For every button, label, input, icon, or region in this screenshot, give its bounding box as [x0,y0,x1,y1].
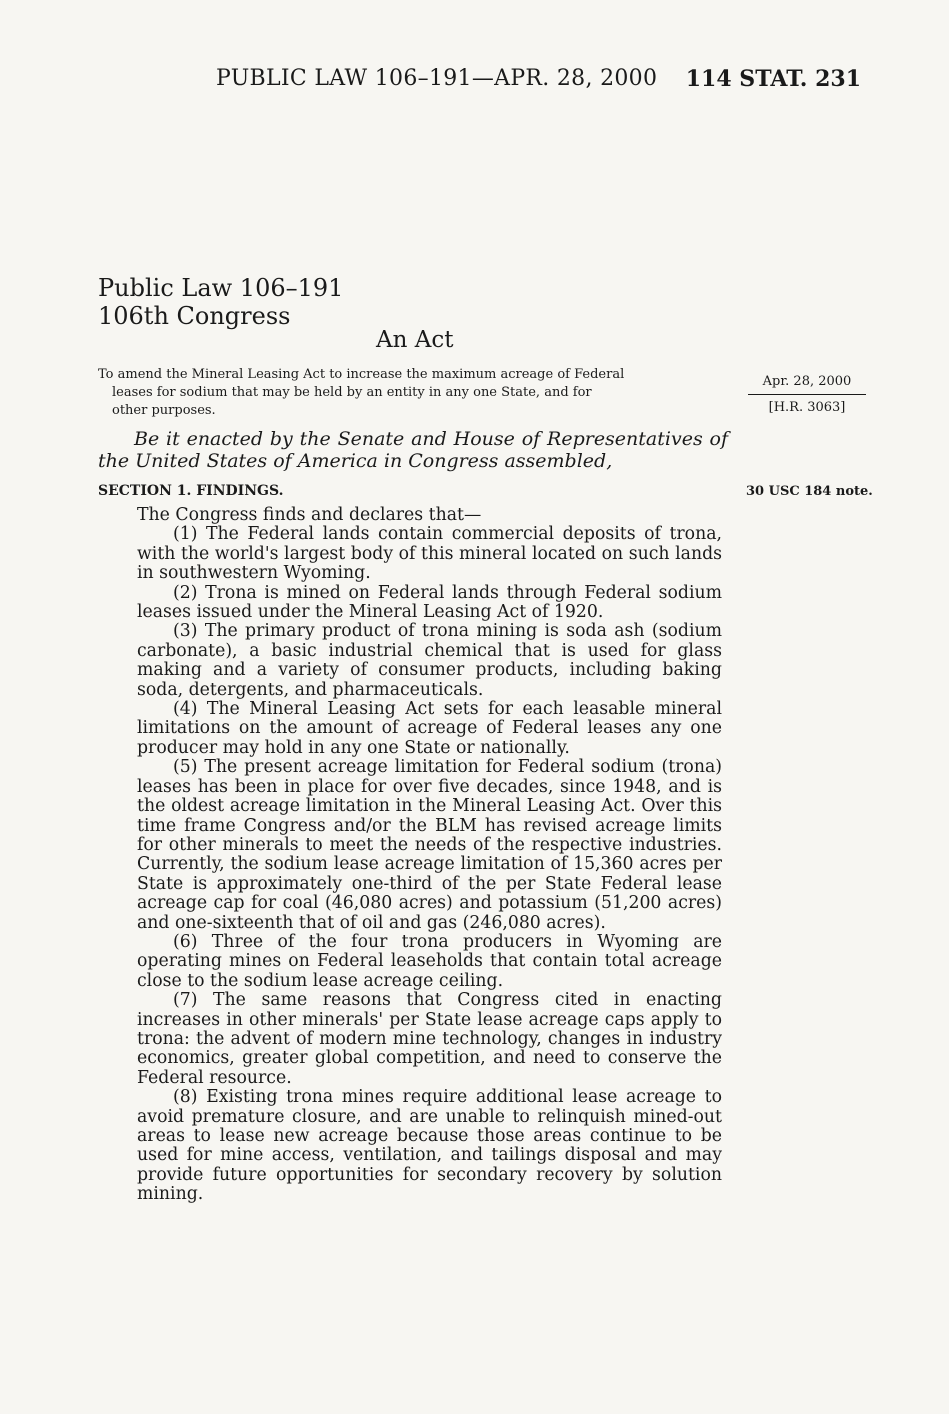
finding-6: (6) Three of the four trona producers in Wyoming are operating mines on Federal leaseholds that contain total acreage close to the sodium lease acreage ceiling. [137,931,722,991]
act-heading: An Act [376,327,454,353]
findings-intro: The Congress finds and declares that— [137,505,482,525]
law-number: Public Law 106–191 [98,274,344,302]
purpose-line-3: other purposes. [112,403,216,418]
finding-3: (3) The primary product of trona mining is soda ash (sodium carbonate), a basic industrial chemical that is used for glass making and a variety of consumer products, including baking soda, detergents, and pharmaceuticals. [137,621,722,700]
section-side-note: 30 USC 184 note. [746,484,873,499]
section-heading: SECTION 1. FINDINGS. [98,483,284,499]
purpose-statement [98,366,728,420]
section-body [137,506,722,1205]
purpose-line-1: To amend the Mineral Leasing Act to increase the maximum acreage of Federal [98,367,625,382]
enactment-date: Apr. 28, 2000 [748,372,866,395]
bill-number: [H.R. 3063] [768,400,846,415]
finding-4: (4) The Mineral Leasing Act sets for each leasable mineral limitations on the amount of acreage of Federal leases any one producer may hold in any one State or nationally. [137,699,722,758]
finding-8: (8) Existing trona mines require additional lease acreage to avoid premature closure, and are unable to relinquish mined-out areas to lease new acreage because those areas continue to be used for mine access, ventilation, and tailings disposal and may provide future opportunities for secondary recovery by solution mining. [137,1087,722,1205]
finding-5: (5) The present acreage limitation for Federal sodium (trona) leases has been in place for over five decades, since 1948, and is the oldest acreage limitation in the Mineral Leasing Act. Over this time frame Congress and/or the BLM has revised acreage limits for other minerals to meet the needs of the respective industries. Currently, the sodium lease acreage limitation of 15,360 acres per State is approximately one-third of the per State Federal lease acreage cap for coal (46,080 acres) and potassium (51,200 acres) and one-sixteenth that of oil and gas (246,080 acres). [137,757,722,933]
congress-number: 106th Congress [98,302,291,330]
running-header: PUBLIC LAW 106–191—APR. 28, 2000 [216,66,658,91]
finding-2: (2) Trona is mined on Federal lands through Federal sodium leases issued under the Mineral Leasing Act of 1920. [137,582,722,623]
statute-page-number: 114 STAT. 231 [685,66,861,92]
enacting-clause: Be it enacted by the Senate and House of Representatives of the United States of America in Congress assembled, [98,428,728,472]
finding-7: (7) The same reasons that Congress cited in enacting increases in other minerals' per State lease acreage caps apply to trona: the advent of modern mine technology, changes in industry economics, greater global competition, and need to conserve the Federal resource. [137,990,722,1088]
enactment-margin-note [748,372,866,418]
purpose-line-2: leases for sodium that may be held by an entity in any one State, and for [112,385,592,400]
finding-1: (1) The Federal lands contain commercial deposits of trona, with the world's largest body of this mineral located on such lands in southwestern Wyoming. [137,524,722,584]
law-title [98,274,343,330]
